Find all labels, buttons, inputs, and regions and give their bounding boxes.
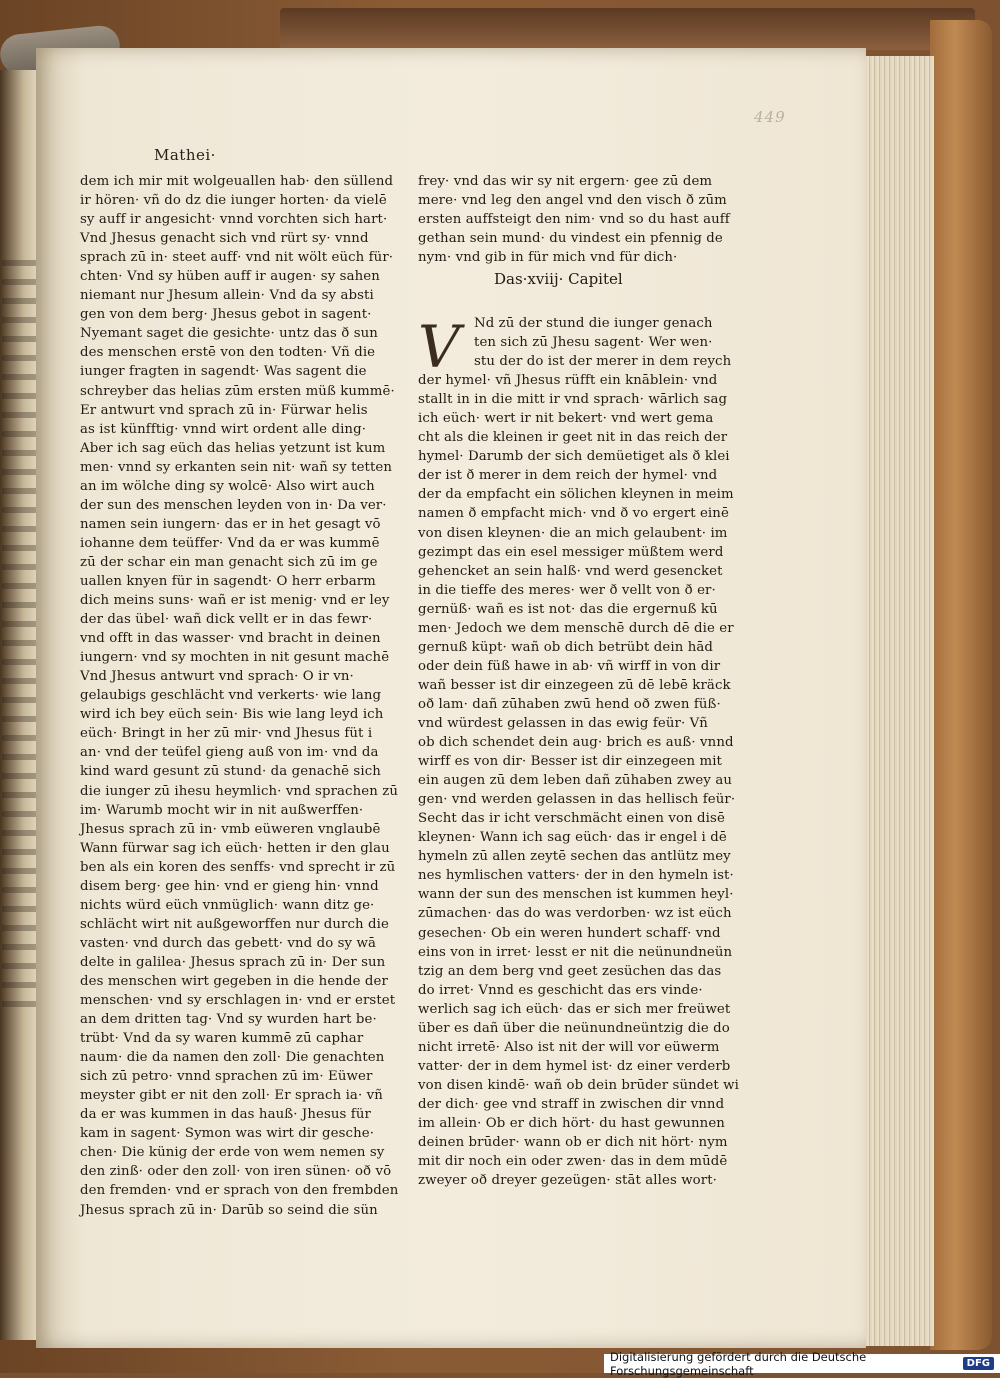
text-line: uallen knyen für in sagendt· O herr erbarm (80, 573, 376, 589)
text-line: ein augen zū dem leben dañ zūhaben zwey au (418, 773, 733, 789)
text-line: menschen· vnd sy erschlagen in· vnd er erstet (80, 993, 396, 1009)
text-line: im· Warumb mocht wir in nit außwerffen· (80, 802, 364, 818)
text-line: ersten auffsteigt den nim· vnd so du hast auff (418, 212, 730, 228)
text-line: Wann fürwar sag ich eüch· hetten ir den glau (80, 840, 390, 856)
text-line: namen ð empfacht mich· vnd ð vo ergert einē (418, 506, 729, 522)
text-line: über es dañ über die neünundneüntzig die do (418, 1020, 730, 1036)
text-line: von disen kleynen· die an mich gelaubent· im (418, 525, 728, 541)
text-line: wird ich bey eüch sein· Bis wie lang leyd ich (80, 707, 384, 723)
text-line: trübt· Vnd da sy waren kummē zū caphar (80, 1031, 364, 1047)
text-line: an dem dritten tag· Vnd sy wurden hart be· (80, 1012, 377, 1028)
text-line: kam in sagent· Symon was wirt dir gesche· (80, 1126, 375, 1142)
text-line: vnd offt in das wasser· vnd bracht in deinen (80, 631, 381, 647)
text-line: im allein· Ob er dich hört· du hast gewunnen (418, 1115, 725, 1131)
text-column-right-top (418, 172, 730, 267)
text-line: schreyber das helias zūm ersten müß kummē· (80, 383, 395, 399)
text-line: gehencket an sein halß· vnd werd gesencket (418, 563, 723, 579)
text-line: nym· vnd gib in für mich vnd für dich· (418, 250, 678, 266)
text-line: wirff es von dir· Besser ist dir einzegeen mit (418, 754, 723, 770)
text-line: der das übel· wañ dick vellt er in das fewr· (80, 612, 373, 628)
text-line: von disen kindē· wañ ob dein brūder sündet wi (418, 1077, 739, 1093)
text-line: gernüß· wañ es ist not· das die ergernuß kū (418, 601, 718, 617)
text-line: des menschen wirt gegeben in die hende der (80, 973, 388, 989)
text-line: nes hymlischen vatters· der in den hymeln ist· (418, 868, 734, 884)
text-line: dem ich mir mit wolgeuallen hab· den süllend (80, 174, 394, 189)
text-line: wann der sun des menschen ist kummen heyl· (418, 887, 734, 903)
text-line: naum· die da namen den zoll· Die genachten (80, 1050, 385, 1066)
text-line: des menschen erstē von den todten· Vñ die (80, 345, 376, 361)
text-line: an im wölche ding sy wolcē· Also wirt auch (80, 478, 375, 494)
text-line: gezimpt das ein esel messiger müßtem werd (418, 544, 724, 560)
facing-page-text-ghost (2, 260, 36, 1020)
text-line: den zinß· oder den zoll· von iren sünen· oð vō (80, 1164, 392, 1180)
text-line: nicht irretē· Also ist nit der will vor eüwerm (418, 1039, 720, 1055)
text-line: kind ward gesunt zū stund· da genachē sich (80, 764, 381, 780)
text-line: zū der schar ein man genacht sich zū im ge (80, 554, 378, 570)
text-line: Er antwurt vnd sprach zū in· Fürwar helis (80, 402, 368, 418)
text-line: oder dein füß hawe in ab· vñ wirff in von dir (418, 658, 721, 674)
text-line: stu der do ist der merer in dem reych (474, 354, 732, 370)
text-line: den fremden· vnd er sprach von den frembden (80, 1183, 399, 1199)
text-line: meyster gibt er nit den zoll· Er sprach ia· vñ (80, 1088, 383, 1104)
funding-footer (604, 1349, 1000, 1378)
text-line: gen von dem berg· Jhesus gebot in sagent· (80, 307, 372, 323)
running-head: Mathei· (154, 146, 216, 164)
text-line: Secht das ir icht verschmächt einen von disē (418, 811, 725, 827)
text-line: gethan sein mund· du vindest ein pfennig de (418, 231, 723, 247)
text-line: chen· Die künig der erde von wem nemen sy (80, 1145, 385, 1161)
text-line: dich meins suns· wañ er ist menig· vnd er ley (80, 593, 390, 609)
text-line: mit dir noch ein oder zwen· das in dem mūdē (418, 1154, 728, 1170)
text-line: der dich· gee vnd straff in zwischen dir vnnd (418, 1096, 725, 1112)
text-line: disem berg· gee hin· vnd er gieng hin· vnnd (80, 878, 379, 894)
dfg-logo: DFG (963, 1357, 994, 1370)
text-line: do irret· Vnnd es geschicht das ers vinde· (418, 982, 703, 998)
text-line: iohanne dem teüffer· Vnd da er was kummē (80, 535, 380, 551)
text-line: delte in galilea· Jhesus sprach zū in· Der sun (80, 954, 386, 970)
text-line: chten· Vnd sy hüben auff ir augen· sy sahen (80, 269, 380, 285)
text-line: zūmachen· das do was verdorben· wz ist eüch (418, 906, 732, 922)
book-cover-right-edge (930, 20, 992, 1350)
text-line: Nd zū der stund die iunger genach (474, 316, 713, 331)
text-line: vasten· vnd durch das gebett· vnd do sy wā (80, 935, 376, 951)
facing-page-edge (0, 70, 40, 1340)
text-line: gelaubigs geschlächt vnd verkerts· wie lang (80, 688, 382, 704)
text-line: Jhesus sprach zū in· vmb eüweren vnglaubē (80, 821, 381, 837)
text-line: iunger fragten in sagendt· Was sagent die (80, 364, 367, 380)
book-cover-top-edge (280, 8, 975, 50)
text-line: frey· vnd das wir sy nit ergern· gee zū dem (418, 174, 713, 189)
text-line: der sun des menschen leyden von in· Da ver· (80, 497, 387, 513)
text-line: ob dich schendet dein aug· brich es auß· vnnd (418, 735, 734, 751)
text-line: werlich sag ich eüch· das er sich mer freüwet (418, 1001, 731, 1017)
text-line: die iunger zū ihesu heymlich· vnd sprachen zū (80, 783, 398, 799)
text-line: deinen brūder· wann ob er dich nit hört· nym (418, 1135, 728, 1151)
text-line: zweyer oð dreyer gezeügen· stāt alles wort· (418, 1173, 718, 1189)
text-line: oð lam· dañ zūhaben zwū hend oð zwen füß· (418, 696, 721, 712)
text-line: gen· vnd werden gelassen in das hellisch feür· (418, 792, 736, 808)
text-line: Vnd Jhesus antwurt vnd sprach· O ir vn· (80, 669, 354, 685)
text-line: hymel· Darumb der sich demüetiget als ð klei (418, 449, 730, 465)
text-line: an· vnd der teüfel gieng auß von im· vnd da (80, 745, 379, 761)
text-line: stallt in in die mitt ir vnd sprach· wārlich sag (418, 392, 728, 408)
text-line: gernuß küpt· wañ ob dich betrübt dein hād (418, 639, 714, 655)
text-line: in die tieffe des meres· wer ð vellt von ð er· (418, 582, 716, 598)
text-line: nichts würd eüch vnmüglich· wann ditz ge· (80, 897, 375, 913)
funding-note: Digitalisierung gefördert durch die Deutsche Forschungsgemeinschaft (610, 1349, 867, 1378)
text-line: Aber ich sag eüch das helias yetzunt ist kum (80, 440, 386, 456)
text-line: da er was kummen in das hauß· Jhesus für (80, 1107, 371, 1123)
decorated-initial: V (418, 313, 460, 381)
text-line: wañ besser ist dir einzegeen zū dē lebē kräck (418, 677, 731, 693)
text-line: niemant nur Jhesum allein· Vnd da sy absti (80, 288, 374, 304)
folio-number: 449 (754, 108, 786, 126)
text-line: tzig an dem berg vnd geet zesüchen das das (418, 963, 722, 979)
text-line: eüch· Bringt in her zū mir· vnd Jhesus füt i (80, 726, 373, 742)
text-line: hymeln zū allen zeytē sechen das antlütz mey (418, 849, 731, 865)
text-column-left (80, 172, 399, 1220)
text-line: der da empfacht ein sölichen kleynen in meim (418, 487, 734, 503)
text-line: ten sich zū Jhesu sagent· Wer wen· (474, 335, 713, 351)
text-line: vatter· der in dem hymel ist· dz einer verderb (418, 1058, 731, 1074)
text-line: vnd würdest gelassen in das ewig feür· Vñ (418, 715, 708, 731)
page-block-edges (862, 56, 934, 1346)
text-line: ben als ein koren des senffs· vnd sprecht ir zū (80, 859, 396, 875)
text-line: ir hören· vñ do dz die iunger horten· da vielē (80, 193, 387, 209)
text-column-right-bottom (418, 314, 739, 1190)
text-line: men· Jedoch we dem menschē durch dē die er (418, 620, 734, 636)
text-line: der ist ð merer in dem reich der hymel· vnd (418, 468, 718, 484)
text-line: mere· vnd leg den angel vnd den visch ð zūm (418, 193, 727, 209)
text-line: ich eüch· wert ir nit bekert· vnd wert gema (418, 411, 714, 427)
text-line: iungern· vnd sy mochten in nit gesunt machē (80, 650, 390, 666)
text-line: namen sein iungern· das er in het gesagt vō (80, 516, 381, 532)
text-line: schlächt wirt nit außgeworffen nur durch die (80, 916, 389, 932)
text-line: men· vnnd sy erkanten sein nit· wañ sy tetten (80, 459, 393, 475)
text-line: sprach zū in· steet auff· vnd nit wölt eüch für· (80, 250, 394, 266)
text-line: eins von in irret· lesst er nit die neünundneün (418, 944, 733, 960)
chapter-heading: Das·xviij· Capitel (494, 270, 623, 288)
text-line: sy auff ir angesicht· vnnd vorchten sich hart· (80, 212, 388, 228)
text-line: Jhesus sprach zū in· Darūb so seind die sün (80, 1202, 378, 1218)
text-line: as ist künfftig· vnnd wirt ordent alle ding· (80, 421, 367, 437)
text-line: Nyemant saget die gesichte· untz das ð sun (80, 326, 378, 342)
text-line: Vnd Jhesus genacht sich vnd rürt sy· vnnd (80, 231, 369, 247)
text-line: kleynen· Wann ich sag eüch· das ir engel i dē (418, 830, 727, 846)
text-line: gesechen· Ob ein weren hundert schaff· vnd (418, 925, 721, 941)
text-line: cht als die kleinen ir geet nit in das reich der (418, 430, 728, 446)
text-line: sich zū petro· vnnd sprachen zū im· Eüwer (80, 1069, 373, 1085)
text-line: der hymel· vñ Jhesus rüfft ein knāblein· vnd (418, 373, 718, 389)
